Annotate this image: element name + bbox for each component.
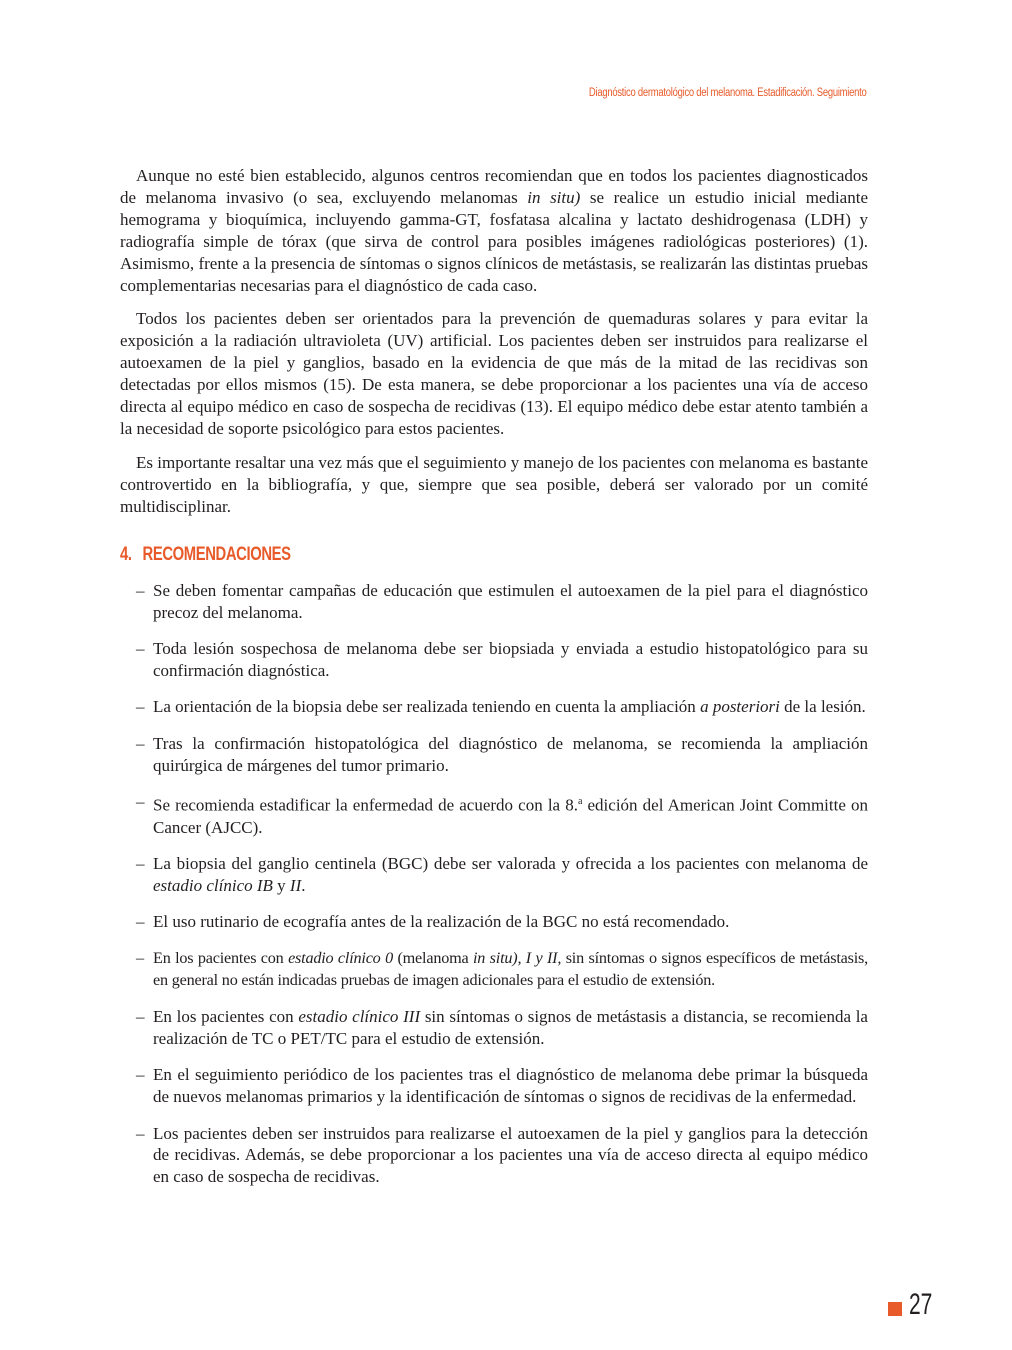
text-run: se realice un estudio inicial mediante hemograma y bioquímica, incluyendo gamma-GT, fosfatasa alcalina y lactato deshidrogenasa (LDH) y radiografía simple de tórax (que sirva de control para posibles imágenes radiológicas posteriores) (1). Asimismo, frente a la presencia de síntomas o signos clínicos de metástasis, se realizarán las distintas pruebas complementarias necesarias para el diagnóstico de cada caso. <box>120 187 868 295</box>
text-run: Se deben fomentar campañas de educación que estimulen el autoexamen de la piel para el diagnóstico precoz del melanoma. <box>153 580 868 622</box>
dash-bullet: – <box>136 912 145 932</box>
running-header: Diagnóstico dermatológico del melanoma. Estadificación. Seguimiento <box>589 87 867 99</box>
page-number-text: 27 <box>909 1288 933 1321</box>
list-item <box>120 791 868 838</box>
paragraph-1 <box>120 165 868 296</box>
list-item <box>120 1123 868 1189</box>
list-item <box>120 853 868 897</box>
dash-bullet: – <box>136 853 145 873</box>
list-item <box>120 580 868 624</box>
dash-bullet: – <box>136 733 145 753</box>
dash-bullet: – <box>136 948 144 967</box>
italic-run: in situ) <box>527 187 581 207</box>
italic-run: a posteriori <box>700 697 780 717</box>
superscript: a <box>577 795 583 807</box>
text-run: sin síntomas o signos de metástasis a distancia, se recomienda la realización de TC o PET/TC para el estudio de extensión. <box>153 1006 868 1048</box>
text-run: Se recomienda estadificar la enfermedad de acuerdo con la 8. <box>153 795 578 815</box>
text-run: Aunque no esté bien establecido, algunos centros recomiendan que en todos los pacientes diagnosticados de melanoma invasivo (o sea, excluyendo melanomas <box>120 166 868 207</box>
page-number <box>888 1290 942 1320</box>
dash-bullet: – <box>136 580 145 600</box>
section-title: RECOMENDACIONES <box>142 543 291 565</box>
list-item <box>120 733 868 777</box>
text-run: Los pacientes deben ser instruidos para realizarse el autoexamen de la piel y ganglios para la detección de recidivas. Además, se debe proporcionar a los pacientes una vía de acceso directa al equipo médico en caso de sospecha de recidivas. <box>153 1123 868 1187</box>
section-heading <box>120 544 703 566</box>
text-run: La biopsia del ganglio centinela (BGC) debe ser valorada y ofrecida a los pacientes con melanoma de <box>153 853 868 873</box>
text-run: Toda lesión sospechosa de melanoma debe ser biopsiada y enviada a estudio histopatológico para su confirmación diagnóstica. <box>153 638 868 680</box>
text-run: El uso rutinario de ecografía antes de la realización de la BGC no está recomendado. <box>153 912 730 932</box>
list-item <box>120 911 868 933</box>
list-item <box>120 638 868 682</box>
text-run: de la lesión. <box>779 697 866 717</box>
dash-bullet: – <box>136 697 145 717</box>
list-item <box>120 948 868 992</box>
text-run: . <box>301 875 306 895</box>
dash-bullet: – <box>136 791 145 811</box>
text-run: En los pacientes con <box>153 1006 299 1026</box>
list-item <box>120 696 868 718</box>
orange-square-icon <box>888 1302 902 1316</box>
text-run: edición del American Joint Committe on Cancer (AJCC). <box>153 795 869 837</box>
italic-run: in situ), I y II, <box>472 948 562 967</box>
recommendations-list <box>120 580 868 1189</box>
italic-run: II <box>289 875 302 895</box>
paragraph-3: Es importante resaltar una vez más que el seguimiento y manejo de los pacientes con melanoma es bastante controvertido en la bibliografía, y que, siempre que sea posible, deberá ser valorado por un comité multidisciplinar. <box>120 452 868 516</box>
text-run: (melanoma <box>392 948 473 967</box>
list-item <box>120 1006 868 1050</box>
italic-run: estadio clínico III <box>298 1006 421 1026</box>
dash-bullet: – <box>136 638 145 658</box>
text-run: Tras la confirmación histopatológica del diagnóstico de melanoma, se recomienda la ampliación quirúrgica de márgenes del tumor primario. <box>153 733 868 775</box>
section-number: 4. <box>120 543 132 565</box>
text-run: La orientación de la biopsia debe ser realizada teniendo en cuenta la ampliación <box>153 697 701 717</box>
list-item <box>120 1064 868 1108</box>
dash-bullet: – <box>136 1006 145 1026</box>
italic-run: estadio clínico IB <box>153 875 273 895</box>
text-run: sin síntomas o signos específicos de metástasis, en general no están indicadas pruebas de imagen adicionales para el estudio de extensión. <box>153 948 868 989</box>
text-run: En los pacientes con <box>153 948 289 967</box>
paragraph-2: Todos los pacientes deben ser orientados para la prevención de quemaduras solares y para evitar la exposición a la radiación ultravioleta (UV) artificial. Los pacientes deben ser instruidos para realizarse el autoexamen de la piel y ganglios, basado en la evidencia de que más de la mitad de las recidivas son detectadas por ellos mismos (15). De esta manera, se debe proporcionar a los pacientes una vía de acceso directa al equipo médico en caso de sospecha de recidivas (13). El equipo médico debe estar atento también a la necesidad de soporte psicológico para estos pacientes. <box>120 309 868 438</box>
page-content <box>120 165 868 1203</box>
dash-bullet: – <box>136 1065 145 1085</box>
text-run: En el seguimiento periódico de los pacientes tras el diagnóstico de melanoma debe primar la búsqueda de nuevos melanomas primarios y la identificación de síntomas o signos de recidivas de la enfermedad. <box>153 1065 868 1107</box>
italic-run: estadio clínico 0 <box>288 948 393 967</box>
text-run: y <box>272 875 290 895</box>
dash-bullet: – <box>136 1123 145 1143</box>
